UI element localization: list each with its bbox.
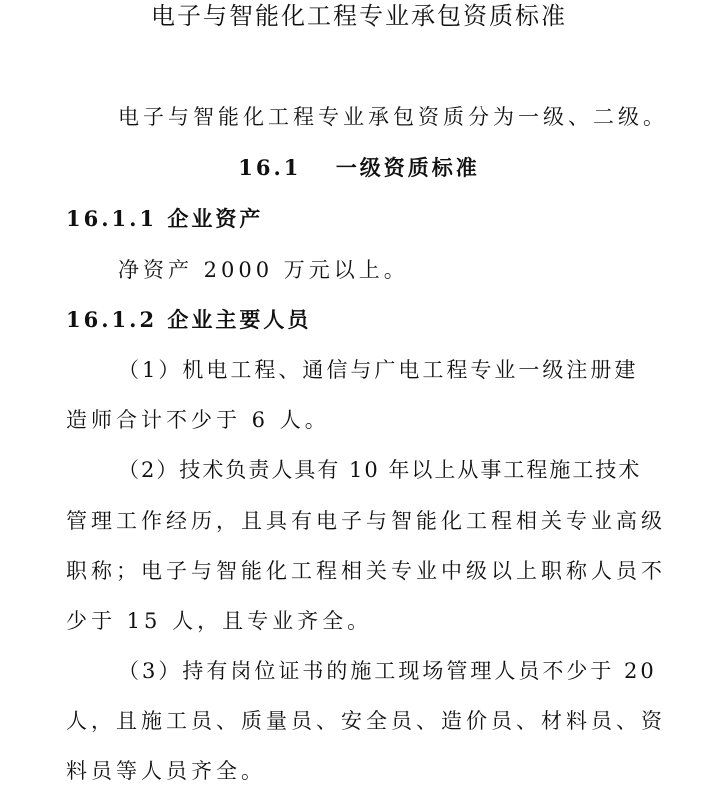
item2-para3-line2: 人，且施工员、质量员、安全员、造价员、材料员、资 <box>66 709 666 733</box>
item2-para2-line4: 少于 15 人，且专业齐全。 <box>66 609 373 633</box>
item2-para1-line2: 造师合计不少于 6 人。 <box>66 408 330 432</box>
item2-para1-line1: （1）机电工程、通信与广电工程专业一级注册建 <box>118 358 639 382</box>
item2-para3-line3: 料员等人员齐全。 <box>66 759 266 783</box>
item2-para2-line3: 职称；电子与智能化工程相关专业中级以上职称人员不 <box>66 559 666 583</box>
section-heading: 16.1 一级资质标准 <box>238 155 480 180</box>
item1-body: 净资产 2000 万元以上。 <box>118 258 409 282</box>
item2-heading: 16.1.2 企业主要人员 <box>66 307 312 332</box>
item2-para2-line1: （2）技术负责人具有 10 年以上从事工程施工技术 <box>118 458 642 482</box>
intro-paragraph: 电子与智能化工程专业承包资质分为一级、二级。 <box>118 105 668 129</box>
item2-para3-line1: （3）持有岗位证书的施工现场管理人员不少于 20 <box>118 659 657 683</box>
item2-para2-line2: 管理工作经历，且具有电子与智能化工程相关专业高级 <box>66 509 666 533</box>
item1-heading: 16.1.1 企业资产 <box>66 206 264 231</box>
document-title: 电子与智能化工程专业承包资质标准 <box>151 2 567 30</box>
